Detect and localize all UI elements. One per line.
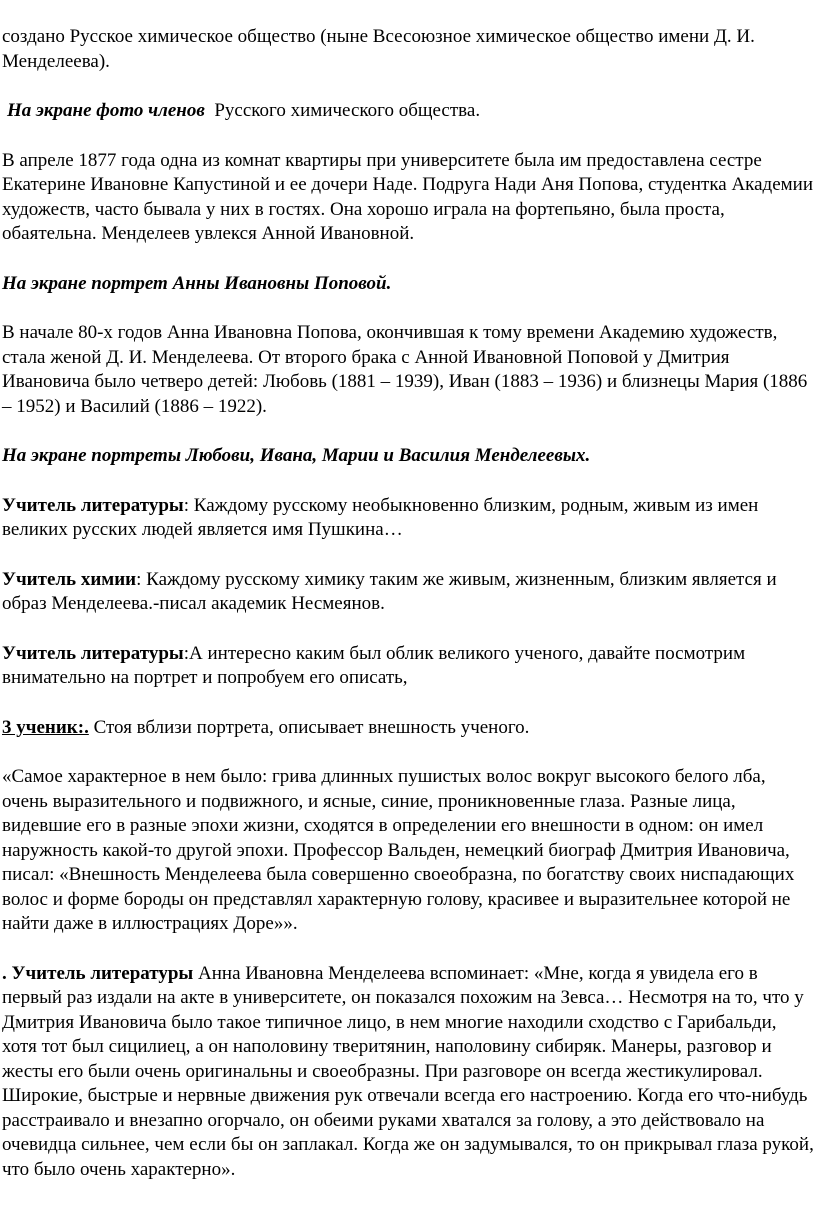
marriage-text: В начале 80-х годов Анна Ивановна Попова, окончившая к тому времени Академию художеств, стала женой Д. И. Менделеева. От второго брака с Анной Ивановной Поповой у Дмитрия Ивановича было четверо детей: Любовь (1881 – 1939), Иван (1883 – 1936) и близнецы Мария (1886 – 1952) и Василий (1886 – 1922). [2, 322, 808, 417]
paragraph-student-3 [2, 716, 814, 741]
speaker-chemistry-teacher: Учитель химии [2, 568, 137, 590]
literature-teacher-1-text: : Каждому русскому необыкновенно близким, родным, живым из имен великих русских людей является имя Пушкина… [2, 494, 759, 540]
paragraph-screen-photo [2, 99, 814, 124]
screen-portrait-popova-label: На экране портрет Анны Ивановны Поповой. [2, 272, 392, 294]
paragraph-literature-teacher-1 [2, 494, 814, 543]
speaker-literature-teacher: . Учитель литературы [2, 962, 194, 984]
literature-teacher-2-text: :А интересно каким был облик великого ученого, давайте посмотрим внимательно на портрет и попробуем его описать, [2, 642, 746, 688]
literature-teacher-3-text: Анна Ивановна Менделеева вспоминает: «Мне, когда я увидела его в первый раз издали на акте в университете, он показался похожим на Зевса… Несмотря на то, что у Дмитрия Ивановича было такое типичное лицо, в нем многие находили сходство с Гарибальди, хотя тот был сицилиец, а он наполовину тверитянин, наполовину сибиряк. Манеры, разговор и жесты его были очень оригинальны и своеобразны. При разговоре он всегда жестикулировал. Широкие, быстрые и нервные движения рук отвечали всегда его настроению. Когда его что-нибудь расстраивало и внезапно огорчало, он обеими руками хватался за голову, а это действовало на очевидца сильнее, чем если бы он заплакал. Когда же он задумывался, то он прикрывал глаза рукой, что было очень характерно». [2, 962, 814, 1180]
paragraph-literature-teacher-3 [2, 962, 814, 1183]
paragraph-literature-teacher-2 [2, 642, 814, 691]
paragraph-screen-portraits-children [2, 444, 814, 469]
speaker-literature-teacher: Учитель литературы [2, 642, 184, 664]
paragraph-marriage [2, 321, 814, 419]
paragraph-april-1877 [2, 149, 814, 247]
student-3-text: Стоя вблизи портрета, описывает внешность ученого. [88, 716, 530, 738]
screen-portraits-children-label: На экране портреты Любови, Ивана, Марии и Василия Менделеевых. [2, 445, 591, 466]
paragraph-chemistry-teacher [2, 568, 814, 617]
screen-photo-text: Русского химического общества. [214, 100, 481, 121]
april-1877-text: В апреле 1877 года одна из комнат квартиры при университете была им предоставлена сестре Екатерине Ивановне Капустиной и ее дочери Наде. Подруга Нади Аня Попова, студентка Академии художеств, часто бывала у них в гостях. Она хорошо играла на фортепьяно, была проста, обаятельна. Менделеев увлекся Анной Ивановной. [2, 149, 814, 244]
description-quote-text: «Самое характерное в нем было: грива длинных пушистых волос вокруг высокого белого лба, очень выразительного и подвижного, и ясные, синие, проникновенные глаза. Разные лица, видевшие его в разные эпохи жизни, сходятся в определении его внешности в одном: он имел наружность какой-то другой эпохи. Профессор Вальден, немецкий биограф Дмитрия Ивановича, писал: «Внешность Менделеева была совершенно своеобразна, по богатству своих ниспадающих волос и форме бороды он представлял характерную голову, красивее и выразительнее которой не найти даже в иллюстрациях Доре»». [2, 766, 795, 934]
screen-photo-label: На экране фото членов [7, 100, 205, 121]
paragraph-description-quote [2, 765, 814, 937]
paragraph-screen-portrait-popova [2, 272, 814, 297]
paragraph-intro [2, 25, 814, 74]
document-page [2, 25, 814, 1207]
chemistry-teacher-text: : Каждому русскому химику таким же живым, жизненным, близким является и образ Менделеева.-писал академик Несмеянов. [2, 568, 777, 614]
intro-text: создано Русское химическое общество (ныне Всесоюзное химическое общество имени Д. И. Менделеева). [2, 26, 755, 72]
speaker-student-3: 3 ученик:. [2, 716, 89, 738]
speaker-literature-teacher: Учитель литературы [2, 494, 184, 516]
